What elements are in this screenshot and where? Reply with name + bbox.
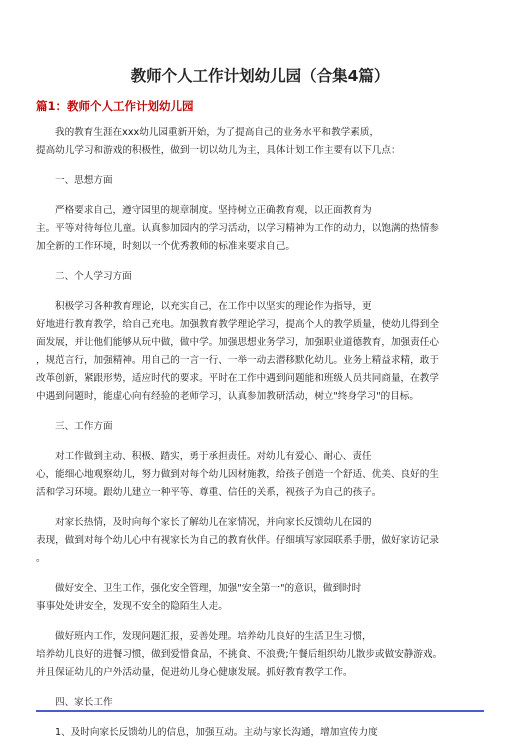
paragraph-line: ，规范言行，加强精神。用自己的一言一行、一举一动去潜移默化幼儿。业务上精益求精，敢于 [36, 355, 439, 366]
paragraph-line: 严格要求自己，遵守园里的规章制度。坚持树立正确教育观，以正面教育为 [55, 205, 372, 216]
paragraph [36, 580, 484, 616]
page-title: 教师个人工作计划幼儿园（合集4篇） [130, 67, 390, 85]
document-body [36, 124, 484, 754]
paragraph [36, 514, 484, 568]
paragraph-line: 面发展，并让他们能够从玩中做，做中学。加强思想业务学习，加强职业道德教育，加强责任心 [36, 337, 439, 348]
paragraph-line: 做好班内工作，发现问题汇报，妥善处理。培养幼儿良好的生活卫生习惯， [55, 631, 372, 642]
paragraph-line: 加全新的工作环境，时刻以一个优秀教师的标准来要求自己。 [36, 241, 296, 252]
paragraph-line: 中遇到问题时，能虚心向有经验的老师学习，认真参加教研活动，树立"终身学习"的目标。 [36, 391, 419, 402]
paragraph [36, 202, 484, 256]
paragraph-line: 事事处处讲安全，发现不安全的隐陌生人走。 [36, 601, 228, 612]
paragraph-line: 好地进行教育教学，给自己充电。加强教育教学理论学习，提高个人的教学质量，使幼儿得到全 [36, 319, 439, 330]
section-heading: 三、工作方面 [55, 421, 113, 432]
paragraph [36, 448, 484, 502]
section-heading: 二、个人学习方面 [55, 271, 132, 282]
paragraph [36, 724, 484, 742]
paragraph-line: 我的教育生涯在xxx幼儿园重新开始，为了提高自己的业务水平和教学素质， [55, 127, 380, 138]
paragraph-line: 培养幼儿良好的进餐习惯，做到爱惜食品，不挑食、不浪费;午餐后组织幼儿散步或做安静游戏。 [36, 649, 443, 660]
paragraph-line: 对家长热情，及时向每个家长了解幼儿在家情况，并向家长反馈幼儿在园的 [55, 517, 372, 528]
bottom-divider [36, 710, 484, 712]
paragraph-line: 1、及时向家长反馈幼儿的信息，加强互动。主动与家长沟通，增加宣传力度 [55, 727, 378, 738]
paragraph-line: 主。平等对待每位儿童。认真参加园内的学习活动，以学习精神为工作的动力，以饱满的热情参 [36, 223, 439, 234]
paragraph-line: 心，能细心地观察幼儿，努力做到对每个幼儿因材施教，给孩子创造一个舒适、优美、良好的生 [36, 469, 439, 480]
paragraph-line: 表现，做到对每个幼儿心中有视家长为自己的教育伙伴。仔细填写家园联系手册，做好家访记录 [36, 535, 439, 546]
paragraph-line: 做好安全、卫生工作，强化安全管理，加强"安全第一"的意识，做到时时 [55, 583, 362, 594]
paragraph [36, 628, 484, 682]
section-title: 篇1：教师个人工作计划幼儿园 [36, 99, 194, 113]
paragraph [36, 124, 484, 160]
paragraph-line: 改革创新，紧跟形势，适应时代的要求。平时在工作中遇到问题能和班级人员共同商量，在教学 [36, 373, 439, 384]
paragraph-line: 提高幼儿学习和游戏的积极性，做到一切以幼儿为主，具体计划工作主要有以下几点： [36, 145, 401, 156]
paragraph-line: 积极学习各种教育理论，以充实自己，在工作中以坚实的理论作为指导，更 [55, 301, 372, 312]
paragraph-line: 并且保证幼儿的户外活动量，促进幼儿身心健康发展。抓好教育教学工作。 [36, 667, 353, 678]
paragraph-line: 活和学习环境。跟幼儿建立一种平等、尊重、信任的关系，视孩子为自己的孩子。 [36, 487, 382, 498]
section-heading: 一、思想方面 [55, 175, 113, 186]
paragraph-line: 。 [36, 553, 46, 564]
paragraph-line: 对工作做到主动、积极、踏实，勇于承担责任。对幼儿有爱心、耐心、责任 [55, 451, 372, 462]
section-heading: 四、家长工作 [55, 697, 113, 708]
paragraph [36, 298, 484, 406]
